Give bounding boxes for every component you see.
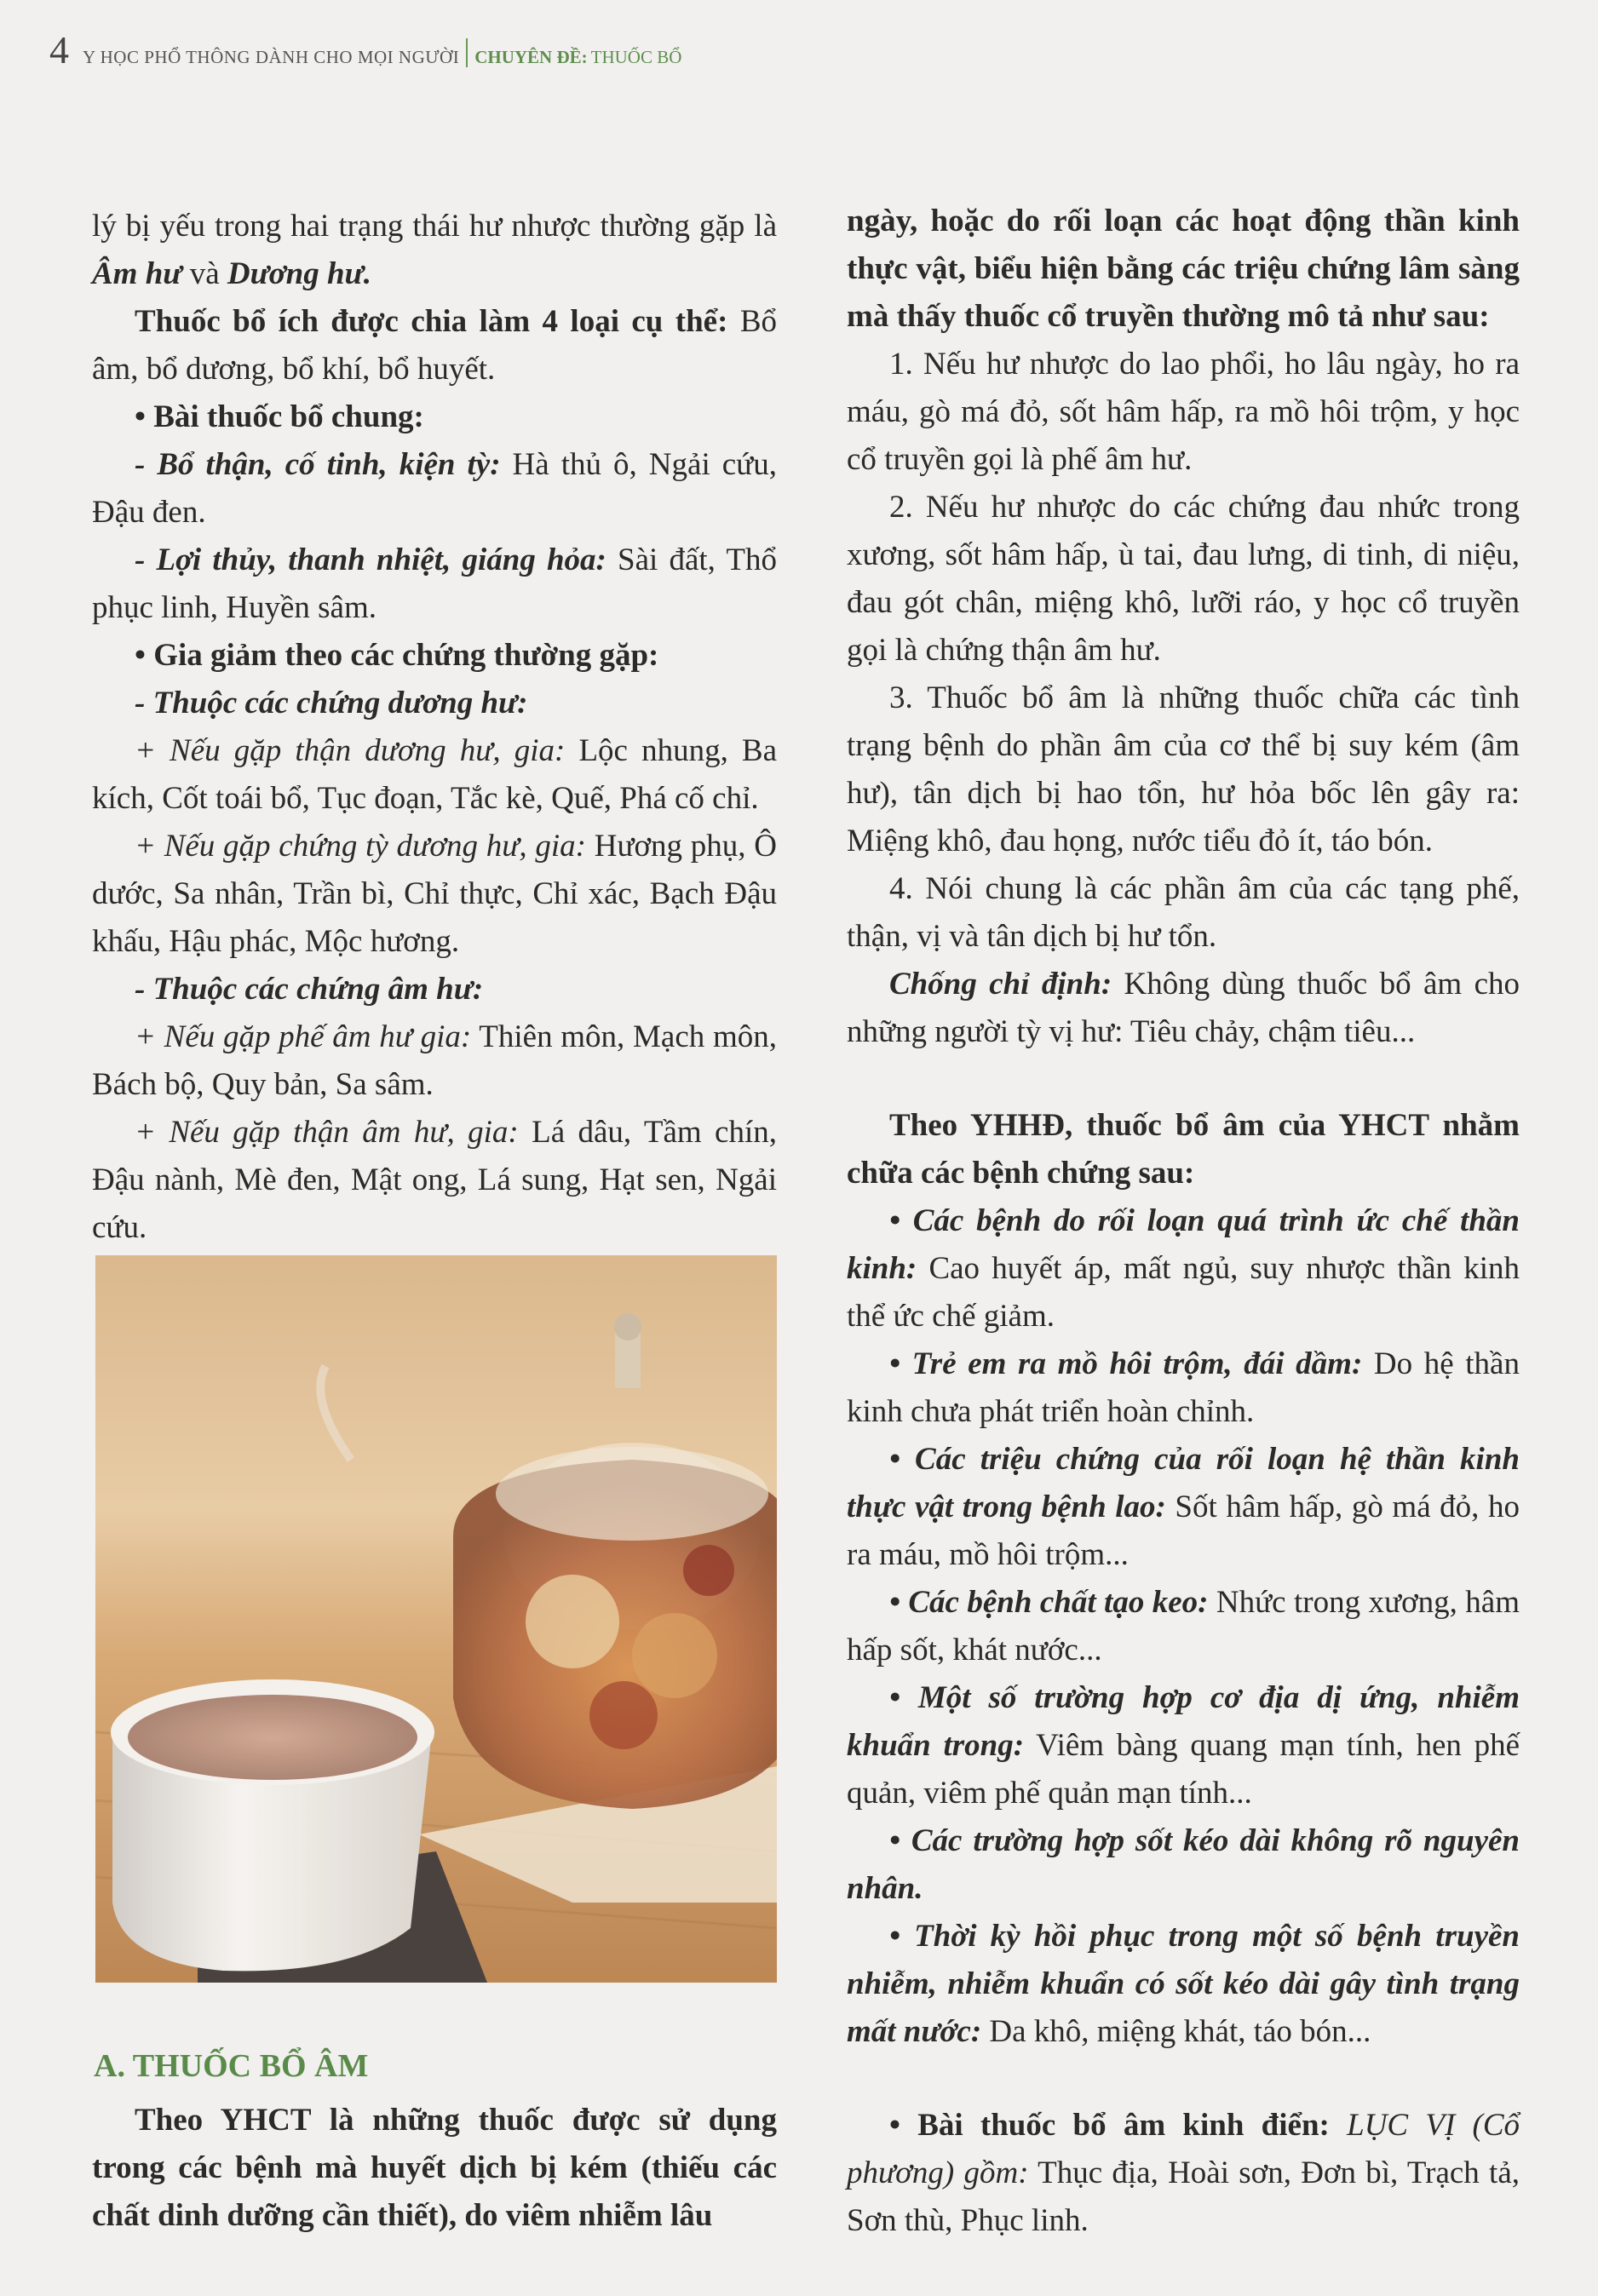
list-item: + Nếu gặp chứng tỳ dương hư, gia: Hương phụ, Ô dước, Sa nhân, Trần bì, Chỉ thực, Chỉ xác, Bạch Đậu khấu, Hậu phác, Mộc hương. [92, 829, 777, 959]
right-column [847, 198, 1520, 2245]
series-title: Y HỌC PHỔ THÔNG DÀNH CHO MỌI NGƯỜI [83, 47, 460, 67]
subheading: • Gia giảm theo các chứng thường gặp: [135, 638, 659, 673]
recipe-item: • Bài thuốc bổ âm kinh điển: LỤC VỊ (Cổ phương) gồm: Thục địa, Hoài sơn, Đơn bì, Trạch tả, Sơn thù, Phục linh. [847, 2108, 1520, 2238]
subheading: - Thuộc các chứng âm hư: [135, 972, 484, 1007]
bullet-item: • Các bệnh chất tạo keo: Nhức trong xương, hâm hấp sốt, khát nước... [847, 1585, 1520, 1667]
bullet-item: • Các trường hợp sốt kéo dài không rõ nguyên nhân. [847, 1823, 1520, 1906]
topic-label: CHUYÊN ĐỀ: [474, 47, 588, 67]
running-header [49, 27, 681, 78]
paragraph: ngày, hoặc do rối loạn các hoạt động thần kinh thực vật, biểu hiện bằng các triệu chứng lâm sàng mà thấy thuốc cổ truyền thường mô tả như sau: [847, 204, 1520, 334]
section-a-title: A. THUỐC BỔ ÂM [94, 2048, 369, 2084]
list-item: - Lợi thủy, thanh nhiệt, giáng hỏa: Sài đất, Thổ phục linh, Huyền sâm. [92, 542, 777, 625]
section-a-body [92, 2097, 777, 2240]
paragraph: Theo YHHĐ, thuốc bổ âm của YHCT nhằm chữa các bệnh chứng sau: [847, 1108, 1520, 1191]
list-item: 2. Nếu hư nhược do các chứng đau nhức trong xương, sốt hâm hấp, ù tai, đau lưng, di tinh, di niệu, đau gót chân, miệng khô, lưỡi ráo, y học cổ truyền gọi là chứng thận âm hư. [847, 490, 1520, 668]
paragraph: Theo YHCT là những thuốc được sử dụng trong các bệnh mà huyết dịch bị kém (thiếu các chất dinh dưỡng cần thiết), do viêm nhiễm lâu [92, 2103, 777, 2233]
paragraph: Chống chỉ định: Không dùng thuốc bổ âm cho những người tỳ vị hư: Tiêu chảy, chậm tiêu... [847, 967, 1520, 1049]
list-item: + Nếu gặp phế âm hư gia: Thiên môn, Mạch môn, Bách bộ, Quy bản, Sa sâm. [92, 1019, 777, 1102]
list-item: + Nếu gặp thận dương hư, gia: Lộc nhung, Ba kích, Cốt toái bổ, Tục đoạn, Tắc kè, Quế, Phá cố chỉ. [92, 733, 778, 816]
list-item: 3. Thuốc bổ âm là những thuốc chữa các tình trạng bệnh do phần âm của cơ thể bị suy kém (âm hư), tân dịch bị hao tổn, hư hỏa bốc lên gây ra: Miệng khô, đau họng, nước tiểu đỏ ít, táo bón. [847, 680, 1520, 858]
bullet-item: • Một số trường hợp cơ địa dị ứng, nhiễm khuẩn trong: Viêm bàng quang mạn tính, hen phế quản, viêm phế quản mạn tính... [847, 1680, 1520, 1811]
list-item: - Bổ thận, cố tinh, kiện tỳ: Hà thủ ô, Ngải cứu, Đậu đen. [92, 447, 777, 530]
paragraph: Thuốc bổ ích được chia làm 4 loại cụ thể: Bổ âm, bổ dương, bổ khí, bổ huyết. [92, 304, 777, 387]
bullet-item: • Trẻ em ra mồ hôi trộm, đái dầm: Do hệ thần kinh chưa phát triển hoàn chỉnh. [847, 1346, 1520, 1429]
bullet-item: • Các bệnh do rối loạn quá trình ức chế thần kinh: Cao huyết áp, mất ngủ, suy nhược thần kinh thể ức chế giảm. [847, 1203, 1520, 1334]
topic-value: THUỐC BỔ [590, 47, 682, 67]
list-item: 1. Nếu hư nhược do lao phổi, ho lâu ngày, ho ra máu, gò má đỏ, sốt hâm hấp, ra mồ hôi trộm, y học cổ truyền gọi là phế âm hư. [847, 347, 1520, 477]
bullet-item: • Thời kỳ hồi phục trong một số bệnh truyền nhiễm, nhiễm khuẩn có sốt kéo dài gây tình trạng mất nước: Da khô, miệng khát, táo bón... [847, 1919, 1520, 2049]
paragraph: lý bị yếu trong hai trạng thái hư nhược thường gặp là Âm hư và Dương hư. [92, 209, 777, 291]
left-column [92, 203, 777, 1252]
header-divider [466, 38, 468, 67]
list-item: 4. Nói chung là các phần âm của các tạng phế, thận, vị và tân dịch bị hư tổn. [847, 871, 1520, 954]
subheading: - Thuộc các chứng dương hư: [135, 686, 528, 720]
tea-photo [95, 1255, 777, 1983]
subheading: • Bài thuốc bổ chung: [135, 399, 424, 434]
list-item: + Nếu gặp thận âm hư, gia: Lá dâu, Tầm chín, Đậu nành, Mè đen, Mật ong, Lá sung, Hạt sen, Ngải cứu. [92, 1115, 777, 1245]
page-number: 4 [49, 28, 69, 72]
bullet-item: • Các triệu chứng của rối loạn hệ thần kinh thực vật trong bệnh lao: Sốt hâm hấp, gò má đỏ, ho ra máu, mồ hôi trộm... [847, 1442, 1520, 1572]
